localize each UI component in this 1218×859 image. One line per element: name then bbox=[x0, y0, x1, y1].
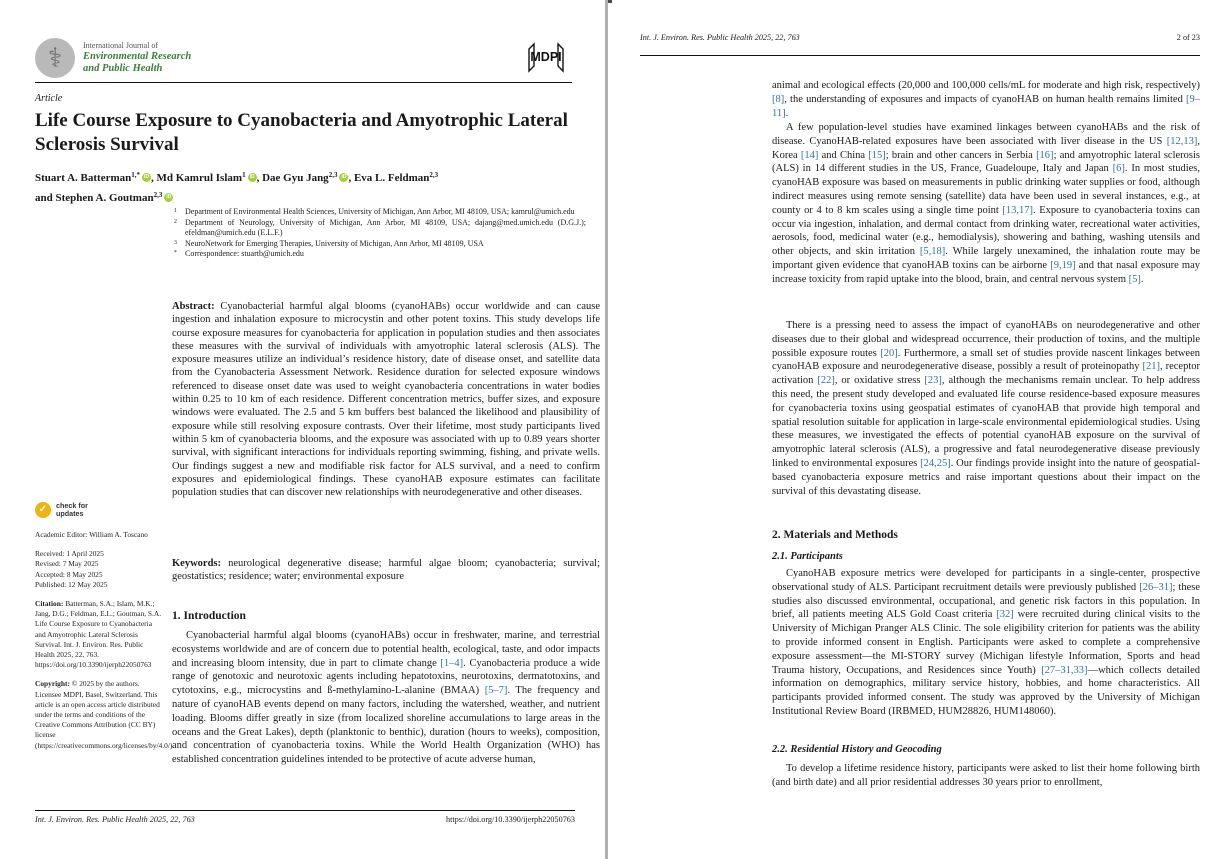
citation-text: Batterman, S.A.; Islam, M.K.; Jang, D.G.; Feldman, E.L.; Goutman, S.A. Life Course Exposure to Cyanobacteria and Amyotrophic Lateral Sclerosis Survival. Int. J. Environ. Res. Public Health 2025, 22, 763. https://doi.org/10.3390/ijerph22050763 bbox=[35, 599, 162, 670]
journal-name-line2: Environmental Research bbox=[83, 51, 192, 62]
check-for-updates-badge[interactable] bbox=[35, 502, 162, 518]
section-heading-methods: 2. Materials and Methods bbox=[772, 529, 898, 541]
received-date: 1 April 2025 bbox=[66, 549, 104, 559]
page-divider bbox=[605, 0, 608, 859]
author-name: Eva L. Feldman bbox=[353, 172, 430, 184]
margin-sidebar bbox=[35, 501, 175, 760]
citation-ref[interactable]: [13,17] bbox=[1002, 204, 1034, 216]
author-affil-sup: 2,3 bbox=[429, 171, 439, 179]
affiliation-text: Department of Environmental Health Sciences, University of Michigan, Ann Arbor, MI 48109, USA; kamrul@umich.edu bbox=[185, 207, 575, 216]
paragraph: CyanoHAB exposure metrics were developed for participants in a single-center, prospective observational study of ALS. Participant recruitment details were previously published [26–31]; these studies also discussed environmental, occupational, and genetic risk factors in this population. In brief, all patients meeting ALS Gold Coast criteria [32] were recruited during clinical visits to the University of Michigan Pranger ALS Clinic. The sole eligibility criterion for patients was the ability to provide informed consent in English. Participants were asked to complete a comprehensive exposure assessment—the MI-STORY survey (Michigan lifestyle Information, Sports and head Trauma history, Occupations, and Residences since Youth) [27–31,33]—which collects detailed information on demographics, military service history, hobbies, and home characteristics. All participants provided informed consent. The study was approved by the University of Michigan Institutional Review Board (IRBMED, HUM28826, HUM148060). bbox=[772, 568, 1201, 717]
footer-doi-link[interactable]: https://doi.org/10.3390/ijerph22050763 bbox=[445, 815, 575, 824]
abstract-label: Abstract: bbox=[172, 301, 215, 312]
author-separator: , bbox=[348, 172, 354, 184]
citation-ref[interactable]: [6] bbox=[1112, 163, 1125, 175]
journal-name bbox=[83, 41, 191, 75]
copyright-block bbox=[35, 679, 175, 750]
page2-header bbox=[640, 33, 1200, 42]
mdpi-logo-icon bbox=[520, 42, 572, 74]
affiliation-marker: 1 bbox=[174, 208, 177, 214]
header-rule bbox=[640, 55, 1200, 56]
accepted-date: 8 May 2025 bbox=[66, 569, 103, 579]
mdpi-logo[interactable] bbox=[520, 42, 572, 79]
header-rule bbox=[35, 82, 572, 83]
journal-logo[interactable] bbox=[35, 38, 191, 78]
affiliation-text: Department of Neurology, University of Michigan, Ann Arbor, MI 48109, USA; dajang@med.umich.edu (D.G.J.); efeldman@umich.edu (E.L.F.) bbox=[185, 217, 586, 238]
keywords-label: Keywords: bbox=[172, 558, 221, 569]
check-for-updates-label bbox=[56, 502, 88, 517]
revised-date: 7 May 2025 bbox=[62, 559, 99, 569]
author-affil-sup: 1 bbox=[242, 171, 246, 179]
citation-ref[interactable]: [5] bbox=[1128, 273, 1141, 285]
citation-ref[interactable]: [32] bbox=[996, 609, 1014, 621]
citation-label: Citation: bbox=[35, 599, 64, 609]
citation-ref[interactable]: [5–7] bbox=[484, 685, 508, 697]
citation-ref[interactable]: [8] bbox=[772, 93, 785, 105]
page-1 bbox=[0, 0, 605, 859]
paragraph: There is a pressing need to assess the impact of cyanoHABs on neurodegenerative and other diseases due to their global and widespread occurrence, their production of toxins, and the multiple possible exposure routes [20]. Furthermore, a small set of studies provide nascent linkages between cyanoHAB exposure and neurodegenerative disease, possibly a result of proteinopathy [21], receptor activation [22], or oxidative stress [23], although the mechanisms remain unclear. To help address this need, the present study developed and evaluated life course residence-based exposure measures for cyanobacteria toxins using geospatial estimates of cyanoHAB that provide high temporal and spatial resolution suitable for application in large-scale environmental epidemiological studies. Using these measures, we investigated the effects of potential cyanoHAB exposure on the survival of amyotrophic lateral sclerosis (ALS), a progressive and fatal neurodegenerative disease previously linked to environmental exposures [24,25]. Our findings provide insight into the nature of geospatial-based cyanobacteria exposure metrics and raise important questions about their impact on the survival of this devastating disease. bbox=[772, 320, 1200, 497]
orcid-icon[interactable]: iD bbox=[249, 174, 255, 180]
author-affil-sup: 2,3 bbox=[328, 171, 338, 179]
section-heading-introduction: 1. Introduction bbox=[172, 610, 246, 622]
subsection-heading-residential-history: 2.2. Residential History and Geocoding bbox=[772, 744, 942, 755]
published-label: Published: bbox=[35, 579, 67, 589]
published-date: 12 May 2025 bbox=[68, 579, 108, 589]
page-2 bbox=[612, 0, 1218, 859]
academic-editor-value: William A. Toscano bbox=[89, 530, 148, 539]
author-name: Md Kamrul Islam bbox=[156, 172, 243, 184]
citation-ref[interactable]: [24,25] bbox=[920, 457, 951, 469]
page-number: 2 of 23 bbox=[1176, 33, 1200, 42]
revised-label: Revised: bbox=[35, 559, 61, 569]
affiliation-text: Correspondence: stuartb@umich.edu bbox=[185, 249, 304, 259]
author-separator: , bbox=[256, 172, 263, 184]
author-name: Stuart A. Batterman bbox=[35, 172, 132, 184]
citation-ref[interactable]: [26–31] bbox=[1139, 581, 1173, 593]
abstract-text: Cyanobacterial harmful algal blooms (cyanoHABs) occur worldwide and can cause ingestion and inhalation exposure to microcystin and other potent toxins. This study develops life course exposure measures for cyanobacteria for application in population studies and then associates these measures with the survival of individuals with amyotrophic lateral sclerosis (ALS). The exposure measures utilize an individual’s residence history, date of disease onset, and satellite data from the Cyanobacteria Assessment Network. Residence duration for selected exposure windows referenced to disease onset date was used to weight cyanobacteria concentrations in water bodies within 0.25 to 10 km of each residence. Different concentration metrics, buffer sizes, and exposure windows were evaluated. The 2.5 and 5 km buffers best balanced the likelihood and plausibility of exposure while still resolving exposure contrasts. Over their lifetime, most study participants lived within 5 km of cyanobacteria blooms, and the exposure was associated with up to 0.89 years shorter survival, with significant interactions for individuals reporting swimming, fishing, and private wells. Our findings suggest a new and modifiable risk factor for ALS survival, and a need to confirm exposures and epidemiological findings. These cyanoHAB exposure estimates can facilitate population studies that can discover new relationships with neurodegenerative and other diseases. bbox=[172, 301, 601, 499]
keywords-text: neurological degenerative disease; harmful algae bloom; cyanobacteria; survival; geostatistics; residence; water; environmental exposure bbox=[172, 558, 601, 583]
affiliation-text: NeuroNetwork for Emerging Therapies, University of Michigan, Ann Arbor, MI 48109, USA bbox=[185, 238, 484, 248]
author-name: Dae Gyu Jang bbox=[262, 172, 329, 184]
running-head-journal: Int. J. Environ. Res. Public Health 2025, 22, 763 bbox=[640, 33, 800, 42]
paragraph: animal and ecological effects (20,000 and 100,000 cells/mL for moderate and high risk, respectively) [8], the understanding of exposures and impacts of cyanoHAB on human health remains limited [9–11]. bbox=[772, 80, 1200, 119]
affiliation-marker: * bbox=[174, 250, 177, 257]
affiliations bbox=[172, 207, 586, 260]
abstract bbox=[172, 300, 600, 499]
accepted-label: Accepted: bbox=[35, 569, 65, 579]
orcid-icon[interactable]: iD bbox=[144, 174, 149, 180]
footer-rule bbox=[35, 810, 575, 811]
citation-ref[interactable]: [9,19] bbox=[1050, 259, 1076, 271]
article-type-label: Article bbox=[35, 93, 63, 104]
page1-header bbox=[35, 38, 572, 79]
orcid-icon[interactable]: iD bbox=[166, 193, 172, 200]
mdpi-wordmark: MDPI bbox=[530, 50, 562, 64]
citation-ref[interactable]: [27–31,33] bbox=[1041, 664, 1088, 676]
paragraph: To develop a lifetime residence history, participants were asked to list their home following birth (and birth date) and all prior residential addresses 30 years prior to enrollment, bbox=[772, 763, 1200, 788]
footer-journal-citation: Int. J. Environ. Res. Public Health 2025, 22, 763 bbox=[35, 815, 195, 824]
badge-line1: check for bbox=[56, 501, 88, 511]
citation-ref[interactable]: [5,18] bbox=[919, 246, 946, 258]
journal-emblem-icon bbox=[35, 38, 75, 78]
copyright-text: © 2025 by the authors. Licensee MDPI, Basel, Switzerland. This article is an open access article distributed under the terms and conditions of the Creative Commons Attribution (CC BY) license (https://creativecommons.org/licenses/by/4.0/). bbox=[35, 679, 175, 750]
paper-title: Life Course Exposure to Cyanobacteria and Amyotrophic Lateral Sclerosis Survival bbox=[35, 110, 568, 155]
article-dates bbox=[35, 549, 162, 590]
journal-name-line3: and Public Health bbox=[83, 63, 163, 74]
affiliation-row bbox=[172, 239, 586, 250]
citation-ref[interactable]: [14] bbox=[800, 149, 819, 161]
author-name: and Stephen A. Goutman bbox=[35, 191, 154, 204]
citation-ref[interactable]: [23] bbox=[924, 375, 942, 387]
copyright-label: Copyright: bbox=[35, 679, 70, 689]
affiliation-row bbox=[172, 249, 586, 260]
check-icon: ✓ bbox=[35, 502, 51, 518]
affiliation-row bbox=[172, 207, 586, 218]
paragraph: A few population-level studies have examined linkages between cyanoHABs and the risk of disease. CyanoHAB-related exposures have been associated with liver disease in the US [12,13], Korea [14] and China [15]; brain and other cancers in Serbia [16]; and amyotrophic lateral sclerosis (ALS) in 14 different studies in the US, France, Guadeloupe, Italy and Japan [6]. In most studies, cyanoHAB exposure was based on measurements in public drinking water supplies or food, although indirect measures using remote sensing (satellite) data have been used in several instances, e.g., at county or 4 to 8 km scales using a single time point [13,17]. Exposure to cyanobacteria toxins can occur via ingestion, inhalation, and dermal contact from drinking water, recreational water activities, aerosols, food, medicinal water (e.g., hemodialysis), showering and bathing, washing utensils and other objects, and skin irritation [5,18]. While largely unexamined, the inhalation route may be important given evidence that cyanoHAB toxins can be airborne [9,19] and that nasal exposure may increase toxicity from rapid uptake into the blood, brain, and central nervous system [5]. bbox=[772, 122, 1200, 285]
citation-ref[interactable]: [21] bbox=[1142, 361, 1160, 373]
page1-footer bbox=[35, 815, 575, 824]
caduceus-icon: ⚕ bbox=[47, 42, 63, 73]
citation-ref[interactable]: [9–11] bbox=[772, 93, 1200, 119]
affiliation-row bbox=[172, 218, 586, 239]
keywords bbox=[172, 557, 600, 584]
citation-ref[interactable]: [16] bbox=[1036, 149, 1054, 161]
academic-editor bbox=[35, 530, 162, 540]
academic-editor-label: Academic Editor: bbox=[35, 530, 88, 539]
journal-name-line1: International Journal of bbox=[83, 41, 159, 50]
author-separator: , bbox=[151, 172, 157, 184]
author-affil-sup: 2,3 bbox=[153, 190, 163, 199]
citation-ref[interactable]: [20] bbox=[880, 347, 898, 359]
affiliation-marker: 2 bbox=[174, 218, 177, 225]
orcid-icon[interactable]: iD bbox=[341, 174, 347, 180]
citation-ref[interactable]: [15] bbox=[868, 149, 886, 161]
paragraph: Cyanobacterial harmful algal blooms (cyanoHABs) occur in freshwater, marine, and terrestrial ecosystems worldwide and are of concern due to potential health, ecological, taste, and odor impacts and increasing bloom intensity, due in part to climate change [1–4]. Cyanobacteria produce a wide range of genotoxic and neurotoxic agents including hepatotoxins, neurotoxins, dermatotoxins, and cytotoxins, e.g., microcystins and ß-methylamino-L-alanine (BMAA) [5–7]. The frequency and nature of cyanoHAB events depend on many factors, including the watershed, weather, and nutrient loading. Blooms differ greatly in size (from localized shoreline accumulations to large areas in the oceans and the Great Lakes), depth (planktonic to benthic), duration (hours to weeks), composition, and concentration of cyanobacteria toxins. While the World Health Organization (WHO) has established concentration guidelines intended to be protective of acute adverse human, bbox=[172, 630, 601, 766]
citation-ref[interactable]: [12,13] bbox=[1166, 135, 1198, 147]
citation-ref[interactable]: [22] bbox=[817, 375, 835, 387]
author-affil-sup: 1,* bbox=[131, 171, 140, 179]
citation-block bbox=[35, 599, 162, 670]
citation-ref[interactable]: [1–4] bbox=[440, 657, 464, 669]
affiliation-marker: 3 bbox=[174, 239, 177, 246]
received-label: Received: bbox=[35, 549, 65, 559]
badge-line2: updates bbox=[56, 509, 84, 518]
subsection-heading-participants: 2.1. Participants bbox=[772, 551, 843, 562]
author-list bbox=[35, 167, 583, 206]
